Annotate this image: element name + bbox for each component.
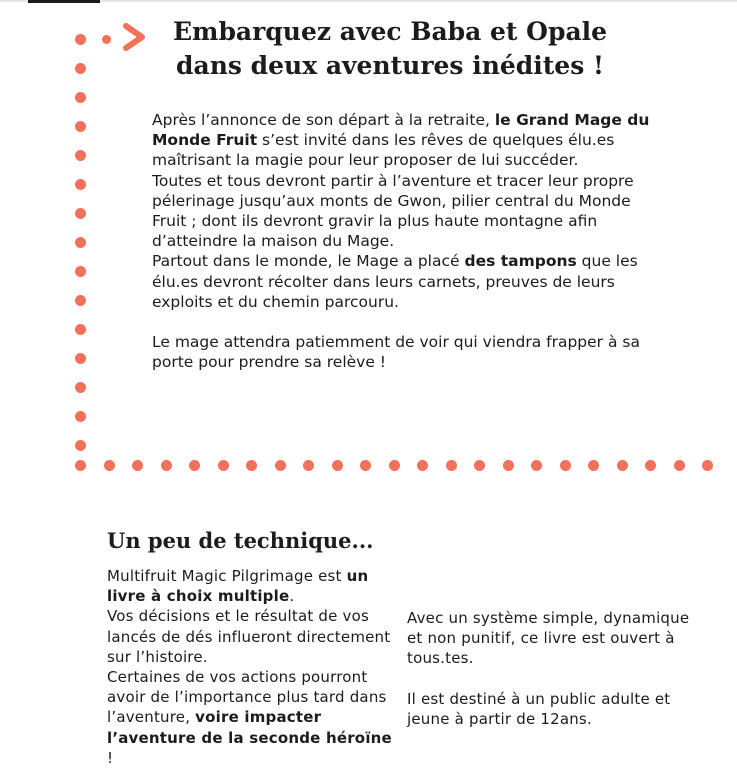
intro-paragraph-3 — [152, 251, 652, 312]
title-line-1: Embarquez avec Baba et Opale — [172, 17, 608, 46]
border-dot — [75, 460, 86, 471]
technique-column-right — [407, 608, 692, 729]
border-dot — [75, 382, 86, 393]
chevron-right-icon — [118, 22, 154, 52]
technique-column-left — [107, 566, 392, 768]
border-dot — [303, 460, 314, 471]
border-dot — [75, 266, 86, 277]
technique-paragraph-2: Vos décisions et le résultat de vos lancés de dés influeront directement sur l’histoire. — [107, 607, 391, 666]
page-title — [150, 15, 630, 83]
border-dot — [75, 295, 86, 306]
border-dot — [674, 460, 685, 471]
border-dot — [75, 63, 86, 74]
border-dot — [75, 208, 86, 219]
intro-paragraph-2: Toutes et tous devront partir à l’aventure et tracer leur propre pélerinage jusqu’aux monts de Gwon, pilier central du Monde Fruit ; dont ils devront gravir la plus haute montagne afin d’atteindre la maison du Mage. — [152, 171, 634, 251]
border-dot — [75, 411, 86, 422]
title-line-2: dans deux aventures inédites ! — [176, 51, 604, 80]
technique-text-span: ! — [107, 748, 114, 767]
border-dot — [275, 460, 286, 471]
border-dot — [75, 324, 86, 335]
technique-paragraph-1 — [107, 566, 392, 606]
border-dot — [560, 460, 571, 471]
border-dot — [102, 35, 111, 44]
intro-text-span: s’est invité dans les rêves de quelques élu.es maîtrisant la magie pour leur proposer de lui succéder. — [152, 131, 615, 170]
intro-paragraph-4: Le mage attendra patiemment de voir qui viendra frapper à sa porte pour prendre sa relève ! — [152, 333, 640, 372]
border-dot — [588, 460, 599, 471]
border-dot — [474, 460, 485, 471]
border-dot — [617, 460, 628, 471]
border-dot — [75, 179, 86, 190]
top-tab-indicator — [28, 0, 100, 3]
choix-multiple-highlight: un livre à choix multiple — [107, 567, 369, 606]
intro-paragraph-1 — [152, 110, 652, 171]
technique-heading: Un peu de technique... — [107, 528, 374, 553]
border-dot — [161, 460, 172, 471]
technique-text-span: Certaines de vos actions pourront avoir de l’importance plus tard dans l’aventure, — [107, 668, 387, 727]
technique-paragraph-5: Il est destiné à un public adulte et jeune à partir de 12ans. — [407, 689, 671, 728]
border-dot — [75, 121, 86, 132]
intro-text-span: Partout dans le monde, le Mage a placé — [152, 252, 465, 271]
border-dot — [503, 460, 514, 471]
border-dot — [645, 460, 656, 471]
border-dot — [132, 460, 143, 471]
tampons-highlight: des tampons — [464, 252, 577, 271]
intro-text-span: Après l’annonce de son départ à la retraite, — [152, 111, 495, 129]
top-rule — [0, 0, 737, 2]
border-dot — [75, 34, 86, 45]
border-dot — [417, 460, 428, 471]
grand-mage-highlight: le Grand Mage du Monde Fruit — [152, 111, 650, 150]
technique-text-span: . — [289, 587, 295, 606]
border-dot — [332, 460, 343, 471]
seconde-heroine-highlight: voire impacter l’aventure de la seconde héroïne — [107, 708, 392, 747]
border-dot — [75, 353, 86, 364]
border-dot — [389, 460, 400, 471]
technique-paragraph-3 — [107, 667, 392, 768]
border-dot — [531, 460, 542, 471]
technique-paragraph-4: Avec un système simple, dynamique et non punitif, ce livre est ouvert à tous.tes. — [407, 609, 690, 668]
border-dot — [702, 460, 713, 471]
border-dot — [75, 150, 86, 161]
border-dot — [75, 440, 86, 451]
border-dot — [75, 237, 86, 248]
intro-text-span: que les élu.es devront récolter dans leurs carnets, preuves de leurs exploits et du chemin parcouru. — [152, 252, 638, 311]
border-dot — [218, 460, 229, 471]
border-dot — [189, 460, 200, 471]
intro-text — [152, 110, 652, 372]
border-dot — [446, 460, 457, 471]
border-dot — [75, 92, 86, 103]
technique-text-span: Multifruit Magic Pilgrimage est — [107, 567, 347, 585]
border-dot — [104, 460, 115, 471]
border-dot — [246, 460, 257, 471]
border-dot — [360, 460, 371, 471]
